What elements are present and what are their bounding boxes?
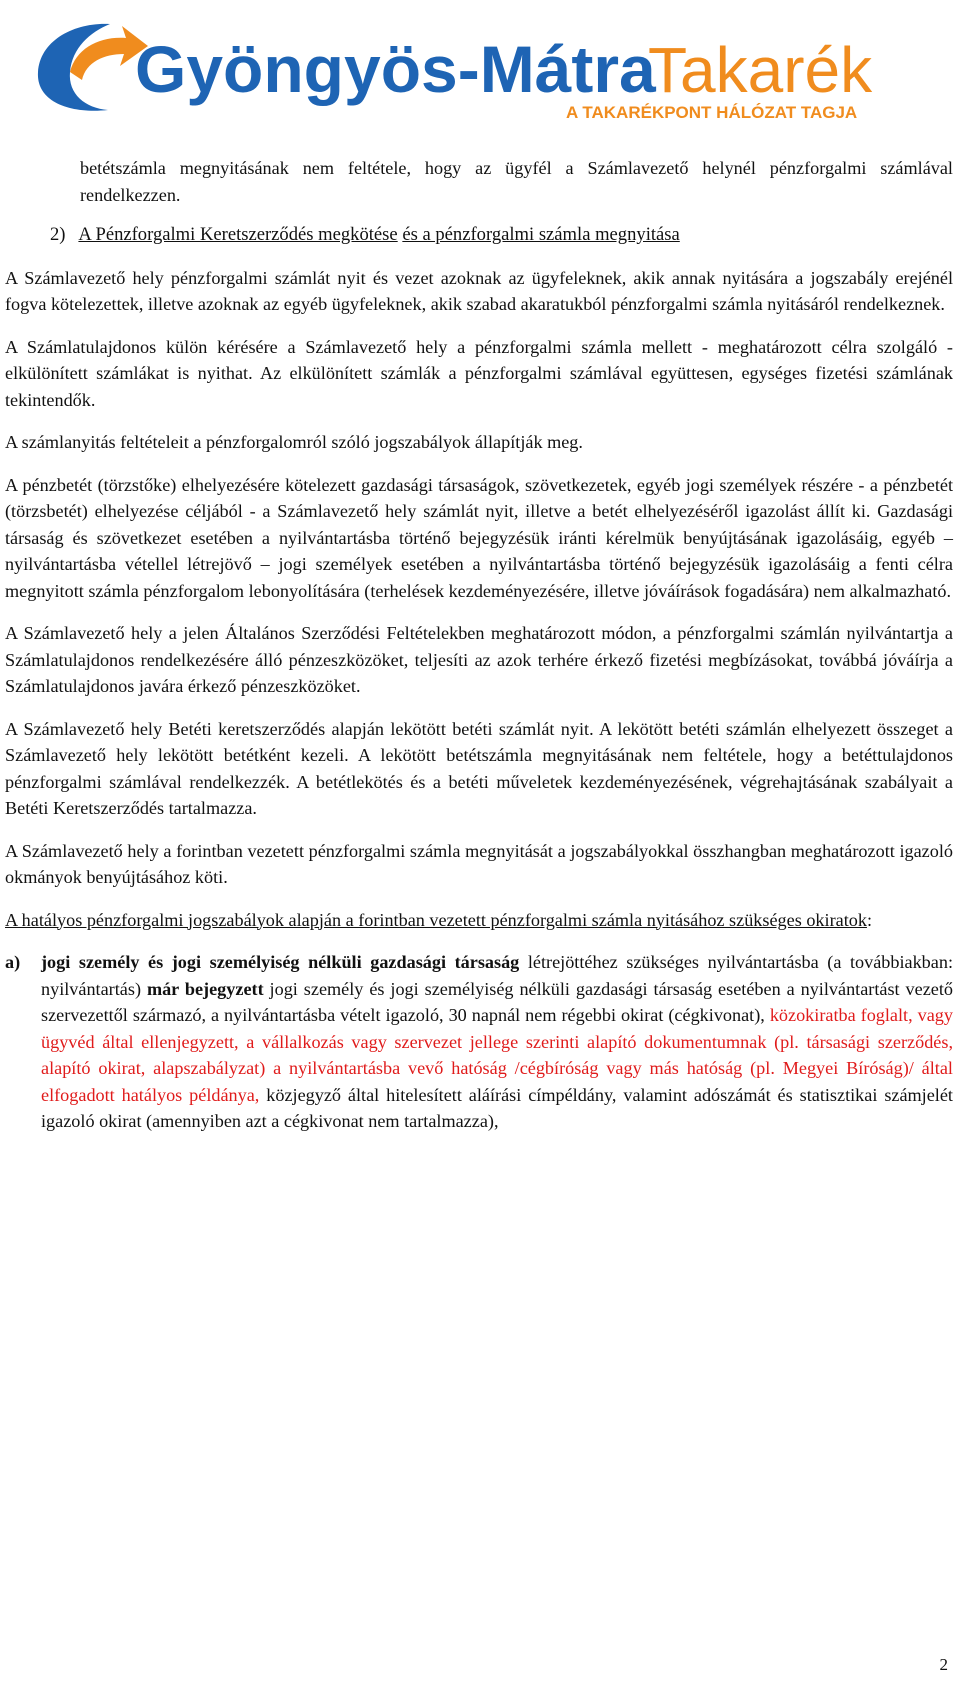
list-item-red-text: közokiratba foglalt, vagy ügyvéd által ellenjegyzett, a vállalkozás vagy szervezet jellege szerinti alapító dokumentumnak (pl. társasági szerződés, alapító okirat, alapszabályzat) a nyilvántartásba vevő hatóság /cégbíróság vagy más hatóság (pl. Megyei Bíróság)/ által elfogadott hatályos példánya,	[41, 1005, 953, 1105]
section-number: 2)	[50, 224, 66, 245]
logo-brand-part1: Gyöngyös-Mátra	[135, 32, 656, 106]
required-documents-title: A hatályos pénzforgalmi jogszabályok alapján a forintban vezetett pénzforgalmi számla nyitásához szükséges okiratok	[5, 909, 867, 930]
list-item-text-3: közjegyző által hitelesített aláírási címpéldány, valamint adószámát és statisztikai számjelét igazoló okirat (amennyiben azt a cégkivonat nem tartalmazza),	[41, 1084, 953, 1131]
page-number: 2	[939, 1655, 948, 1674]
paragraph: A pénzbetét (törzstőke) elhelyezésére kötelezett gazdasági társaságok, szövetkezetek, egyéb jogi személyek részére - a pénzbetét (törzsbetét) elhelyezése céljából - a Számlavezető hely számlát nyit, illetve a betét elhelyezéséről igazolást állít ki. Gazdasági társaság és szövetkezet esetében a nyilvántartásba történő bejegyzésük iránti kérelmük benyújtásának igazolásáig, egyéb – nyilvántartásba vétellel létrejövő – jogi személyek esetében a nyilvántartásba történő bejegyzésük igazolásáig a fenti célra megnyitott számla pénzforgalom lebonyolítására (terhelések kezdeményezésére, illetve jóváírások fogadására) nem alkalmazható.	[5, 474, 953, 601]
company-logo	[30, 10, 930, 125]
paragraph: A Számlavezető hely a jelen Általános Szerződési Feltételekben meghatározott módon, a pénzforgalmi számlán nyilvántartja a Számlatulajdonos rendelkezésére álló pénzeszközöket, teljesíti az azok terhére érkező fizetési megbízásokat, továbbá jóváírja a Számlatulajdonos javára érkező pénzeszközöket.	[5, 623, 953, 696]
section-heading-part2: és a pénzforgalmi számla megnyitása	[402, 224, 680, 245]
paragraph-continuation: betétszámla megnyitásának nem feltétele, hogy az ügyfél a Számlavezető helynél pénzforgalmi számlával rendelkezzen.	[80, 158, 953, 205]
paragraph-required-documents	[5, 907, 953, 934]
section-heading	[5, 222, 953, 249]
list-item-text-2: jogi személy és jogi személyiség nélküli gazdasági társaság esetében a nyilvántartást vezető szervezettől származó, a nyilvántartásba vételt igazoló, 30 napnál nem régebbi okirat (cégkivonat),	[41, 978, 953, 1025]
list-item-text	[41, 949, 953, 1135]
list-item-bold-1: jogi személy és jogi személyiség nélküli gazdasági társaság	[41, 952, 520, 972]
logo-tagline: A TAKARÉKPONT HÁLÓZAT TAGJA	[566, 103, 858, 122]
paragraph: A Számlavezető hely Betéti keretszerződés alapján lekötött betéti számlát nyit. A lekötött betéti számlán elhelyezett összeget a Számlavezető hely lekötött betétként kezeli. A lekötött betétszámla megnyitásának nem feltétele, hogy a betéttulajdonos pénzforgalmi számlával rendelkezzék. A betétlekötés és a betéti műveletek kezdeményezésének, végrehajtásának szabályait a Betéti Keretszerződés tartalmazza.	[5, 718, 953, 818]
paragraph: A Számlavezető hely a forintban vezetett pénzforgalmi számla megnyitását a jogszabályokkal összhangban meghatározott igazoló okmányok benyújtásához köti.	[5, 840, 953, 887]
list-item-label: a)	[5, 952, 21, 972]
paragraph: A számlanyitás feltételeit a pénzforgalomról szóló jogszabályok állapítják meg.	[5, 432, 583, 452]
list-item-a	[5, 949, 953, 1135]
paragraph: A Számlatulajdonos külön kérésére a Számlavezető hely a pénzforgalmi számla mellett - meghatározott célra szolgáló - elkülönített számlákat is nyithat. Az elkülönített számlák a pénzforgalmi számlával együttesen, egységes fizetési számlának tekintendők.	[5, 336, 953, 410]
logo-brand-part2: Takarék	[648, 34, 873, 106]
document-body	[5, 155, 953, 1135]
list-item-bold-2: már bejegyzett	[146, 978, 264, 999]
paragraph: A Számlavezető hely pénzforgalmi számlát nyit és vezet azoknak az ügyfeleknek, akik annak nyitására a jogszabály erejénél fogva kötelezettek, illetve azoknak az egyéb ügyfeleknek, akik szabad akaratukból pénzforgalmi számla nyitásáról rendelkeznek.	[5, 267, 953, 314]
required-documents-colon: :	[866, 909, 872, 930]
section-heading-part1: A Pénzforgalmi Keretszerződés megkötése	[78, 224, 398, 245]
list-item-text-1: létrejöttéhez szükséges nyilvántartásba (a továbbiakban: nyilvántartás)	[41, 952, 953, 999]
logo-swoosh-icon	[38, 24, 148, 111]
